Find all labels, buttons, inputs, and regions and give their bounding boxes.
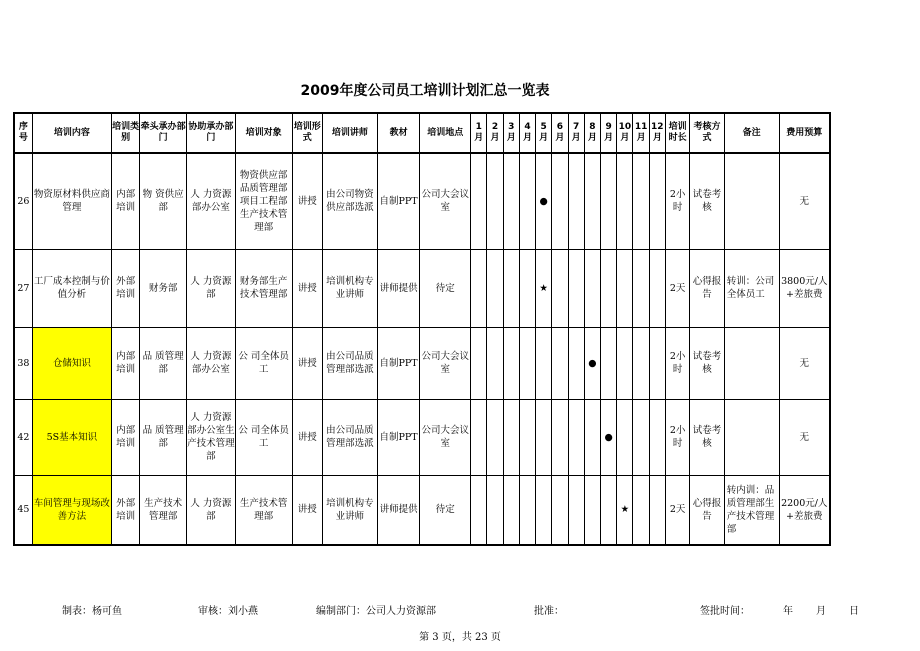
row-remark: [724, 153, 779, 249]
table-row: [14, 249, 830, 327]
month-cell: [568, 327, 584, 399]
row-budget: 无: [779, 153, 830, 249]
row-lead-dept: 品 质管理部: [140, 327, 187, 399]
footer-dept: 编制部门：公司人力资源部: [316, 606, 436, 617]
row-material: 讲师提供: [377, 475, 420, 545]
row-assist-dept: 人 力资源部: [187, 475, 236, 545]
header-form: 培训形式: [292, 113, 322, 153]
row-assist-dept: 人 力资源部: [187, 249, 236, 327]
row-content: 物资原材料供应商管理: [32, 153, 111, 249]
footer-sign-time: 签批时间：: [700, 606, 750, 617]
header-assessment: 考核方式: [690, 113, 725, 153]
month-cell: [601, 153, 617, 249]
month-cell: [552, 327, 568, 399]
row-remark: 转内训：品质管理部生产技术管理部: [724, 475, 779, 545]
header-month: 6月: [552, 113, 568, 153]
header-month: 3月: [503, 113, 519, 153]
row-duration: 2天: [665, 249, 689, 327]
header-month: 2月: [487, 113, 503, 153]
row-budget: 3800元/人+差旅费: [779, 249, 830, 327]
training-plan-table: [13, 112, 831, 546]
row-lead-dept: 物 资供应部: [140, 153, 187, 249]
schedule-star-icon: ★: [536, 249, 552, 327]
header-month: 4月: [519, 113, 535, 153]
month-cell: [552, 399, 568, 475]
month-cell: [519, 327, 535, 399]
month-cell: [568, 153, 584, 249]
month-cell: [503, 475, 519, 545]
row-location: 公司大会议室: [420, 399, 471, 475]
month-cell: [487, 475, 503, 545]
row-form: 讲授: [292, 249, 322, 327]
month-cell: [471, 327, 487, 399]
row-form: 讲授: [292, 327, 322, 399]
header-remark: 备注: [724, 113, 779, 153]
table-row: [14, 327, 830, 399]
footer-year: 年: [783, 606, 793, 617]
row-budget: 2200元/人+差旅费: [779, 475, 830, 545]
header-lecturer: 培训讲师: [322, 113, 377, 153]
row-lead-dept: 生产技术管理部: [140, 475, 187, 545]
month-cell: [471, 475, 487, 545]
footer-day: 日: [849, 606, 859, 617]
month-cell: [552, 475, 568, 545]
month-cell: [519, 399, 535, 475]
header-budget: 费用预算: [779, 113, 830, 153]
row-category: 内部培训: [111, 153, 139, 249]
row-assessment: 心得报告: [690, 475, 725, 545]
footer-approve: 批准：: [534, 606, 564, 617]
month-cell: [633, 475, 649, 545]
month-cell: [471, 399, 487, 475]
row-target: 物资供应部品质管理部项目工程部生产技术管理部: [235, 153, 292, 249]
row-assist-dept: 人 力资源部办公室: [187, 153, 236, 249]
row-assist-dept: 人 力资源部办公室: [187, 327, 236, 399]
table-row: [14, 399, 830, 475]
month-cell: [503, 153, 519, 249]
header-content: 培训内容: [32, 113, 111, 153]
month-cell: [568, 249, 584, 327]
row-assessment: 心得报告: [690, 249, 725, 327]
month-cell: [617, 249, 633, 327]
month-cell: [601, 475, 617, 545]
month-cell: [519, 249, 535, 327]
row-lecturer: 由公司品质管理部选派: [322, 399, 377, 475]
month-cell: [503, 399, 519, 475]
month-cell: [584, 399, 600, 475]
month-cell: [487, 153, 503, 249]
header-category: 培训类别: [111, 113, 139, 153]
month-cell: [649, 475, 665, 545]
month-cell: [519, 153, 535, 249]
row-assessment: 试卷考核: [690, 399, 725, 475]
row-target: 公 司全体员工: [235, 399, 292, 475]
row-target: 生产技术管理部: [235, 475, 292, 545]
row-category: 外部培训: [111, 249, 139, 327]
month-cell: [568, 399, 584, 475]
row-budget: 无: [779, 327, 830, 399]
row-material: 自制PPT: [377, 153, 420, 249]
row-remark: [724, 399, 779, 475]
row-budget: 无: [779, 399, 830, 475]
month-cell: [471, 153, 487, 249]
header-assist-dept: 协助承办部门: [187, 113, 236, 153]
page-title: 2009年度公司员工培训计划汇总一览表: [300, 83, 550, 99]
month-cell: [617, 153, 633, 249]
page-number: 第 3 页，共 23 页: [419, 632, 501, 643]
row-duration: 2小时: [665, 327, 689, 399]
month-cell: [584, 249, 600, 327]
month-cell: [633, 399, 649, 475]
row-duration: 2小时: [665, 399, 689, 475]
header-target: 培训对象: [235, 113, 292, 153]
row-remark: 转训：公司全体员工: [724, 249, 779, 327]
month-cell: [633, 249, 649, 327]
row-form: 讲授: [292, 153, 322, 249]
schedule-star-icon: ★: [617, 475, 633, 545]
month-cell: [487, 249, 503, 327]
footer-month: 月: [816, 606, 826, 617]
month-cell: [617, 399, 633, 475]
header-month: 8月: [584, 113, 600, 153]
month-cell: [649, 399, 665, 475]
month-cell: [601, 249, 617, 327]
month-cell: [536, 327, 552, 399]
month-cell: [649, 327, 665, 399]
header-location: 培训地点: [420, 113, 471, 153]
row-lecturer: 由公司物资供应部选派: [322, 153, 377, 249]
row-assist-dept: 人 力资源部办公室生产技术管理部: [187, 399, 236, 475]
month-cell: [601, 327, 617, 399]
header-month: 9月: [601, 113, 617, 153]
table-row: [14, 153, 830, 249]
month-cell: [487, 399, 503, 475]
row-location: 公司大会议室: [420, 153, 471, 249]
header-month: 1月: [471, 113, 487, 153]
row-material: 自制PPT: [377, 327, 420, 399]
month-cell: [536, 475, 552, 545]
row-category: 内部培训: [111, 399, 139, 475]
row-material: 讲师提供: [377, 249, 420, 327]
signature-footer: [0, 602, 920, 616]
month-cell: [536, 399, 552, 475]
row-category: 外部培训: [111, 475, 139, 545]
schedule-dot-icon: ●: [584, 327, 600, 399]
row-seq: 42: [14, 399, 32, 475]
row-target: 公 司全体员工: [235, 327, 292, 399]
row-remark: [724, 327, 779, 399]
row-material: 自制PPT: [377, 399, 420, 475]
row-content: 工厂成本控制与价值分析: [32, 249, 111, 327]
month-cell: [503, 249, 519, 327]
header-month: 11月: [633, 113, 649, 153]
month-cell: [552, 249, 568, 327]
row-seq: 26: [14, 153, 32, 249]
row-lecturer: 由公司品质管理部选派: [322, 327, 377, 399]
header-month: 7月: [568, 113, 584, 153]
row-seq: 45: [14, 475, 32, 545]
month-cell: [487, 327, 503, 399]
footer-maker: 制表：杨可鱼: [62, 606, 122, 617]
row-duration: 2小时: [665, 153, 689, 249]
header-row: [14, 113, 830, 153]
month-cell: [471, 249, 487, 327]
row-content: 仓储知识: [32, 327, 111, 399]
row-location: 待定: [420, 475, 471, 545]
row-assessment: 试卷考核: [690, 153, 725, 249]
month-cell: [633, 153, 649, 249]
schedule-dot-icon: ●: [536, 153, 552, 249]
month-cell: [503, 327, 519, 399]
header-month: 10月: [617, 113, 633, 153]
row-lead-dept: 财务部: [140, 249, 187, 327]
row-lead-dept: 品 质管理部: [140, 399, 187, 475]
month-cell: [584, 153, 600, 249]
month-cell: [519, 475, 535, 545]
row-assessment: 试卷考核: [690, 327, 725, 399]
month-cell: [633, 327, 649, 399]
table-row: [14, 475, 830, 545]
row-form: 讲授: [292, 475, 322, 545]
row-location: 公司大会议室: [420, 327, 471, 399]
month-cell: [649, 153, 665, 249]
month-cell: [649, 249, 665, 327]
row-seq: 38: [14, 327, 32, 399]
row-content: 车间管理与现场改善方法: [32, 475, 111, 545]
footer-reviewer: 审核：刘小燕: [198, 606, 258, 617]
header-seq: 序号: [14, 113, 32, 153]
row-form: 讲授: [292, 399, 322, 475]
header-lead-dept: 牵头承办部门: [140, 113, 187, 153]
header-material: 教材: [377, 113, 420, 153]
row-lecturer: 培训机构专业讲师: [322, 475, 377, 545]
row-target: 财务部生产技术管理部: [235, 249, 292, 327]
header-duration: 培训时长: [665, 113, 689, 153]
row-duration: 2天: [665, 475, 689, 545]
month-cell: [568, 475, 584, 545]
row-content: 5S基本知识: [32, 399, 111, 475]
row-category: 内部培训: [111, 327, 139, 399]
month-cell: [584, 475, 600, 545]
row-seq: 27: [14, 249, 32, 327]
row-location: 待定: [420, 249, 471, 327]
schedule-dot-icon: ●: [601, 399, 617, 475]
month-cell: [617, 327, 633, 399]
header-month: 5月: [536, 113, 552, 153]
header-month: 12月: [649, 113, 665, 153]
month-cell: [552, 153, 568, 249]
row-lecturer: 培训机构专业讲师: [322, 249, 377, 327]
